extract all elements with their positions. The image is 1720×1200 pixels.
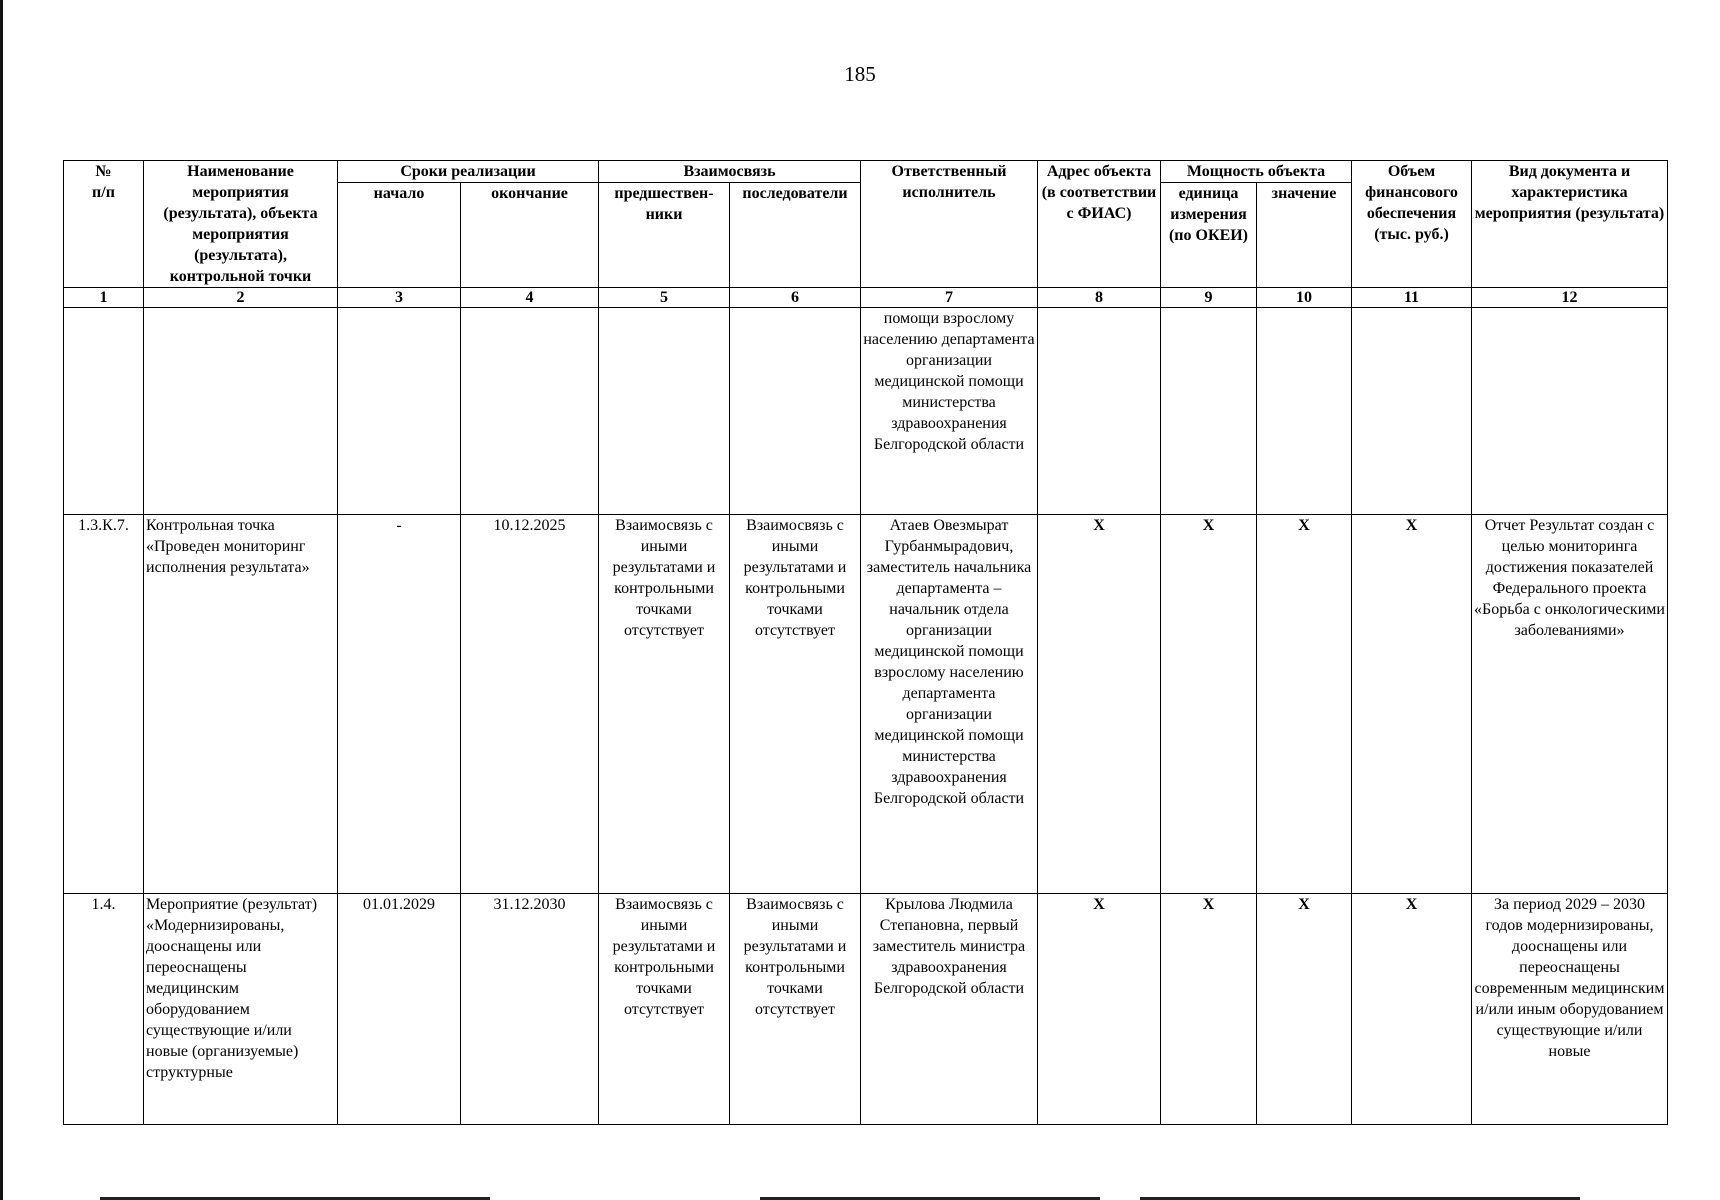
- cell-start: 01.01.2029: [338, 894, 461, 1125]
- column-number: 11: [1352, 288, 1472, 308]
- header-row-main: [64, 161, 1668, 183]
- header-terms-group: Сроки реализации: [338, 161, 599, 183]
- header-unit: единица измерения (по ОКЕИ): [1161, 183, 1257, 288]
- cell-unit: [1161, 308, 1257, 515]
- cell-successors: Взаимосвязь с иными результатами и контрольными точками отсутствует: [730, 894, 861, 1125]
- cell-finance: [1352, 308, 1472, 515]
- column-number: 7: [861, 288, 1038, 308]
- column-number: 9: [1161, 288, 1257, 308]
- header-row-numbers: [64, 288, 1668, 308]
- header-finance: Объем финансового обеспечения (тыс. руб.): [1352, 161, 1472, 288]
- header-end: окончание: [461, 183, 599, 288]
- cell-responsible: Атаев Овезмырат Гурбанмырадович, заместитель начальника департамента – начальник отдела организации медицинской помощи взрослому населению департамента организации медицинской помощи министерства здравоохранения Белгородской области: [861, 515, 1038, 894]
- header-document: Вид документа и характеристика мероприятия (результата): [1472, 161, 1668, 288]
- header-predecessors: предшествен- ники: [599, 183, 730, 288]
- table-row: [64, 308, 1668, 515]
- cell-name: Мероприятие (результат) «Модернизированы, дооснащены или переоснащены медицинским оборудованием существующие и/или новые (организуемые) структурные: [144, 894, 338, 1125]
- header-responsible: Ответственный исполнитель: [861, 161, 1038, 288]
- cell-unit: Х: [1161, 515, 1257, 894]
- column-number: 12: [1472, 288, 1668, 308]
- plan-table: [63, 160, 1668, 1125]
- cell-value: [1257, 308, 1352, 515]
- cell-num: 1.3.К.7.: [64, 515, 144, 894]
- column-number: 8: [1038, 288, 1161, 308]
- cell-end: [461, 308, 599, 515]
- cell-num: [64, 308, 144, 515]
- cell-start: -: [338, 515, 461, 894]
- cell-finance: Х: [1352, 515, 1472, 894]
- column-number: 5: [599, 288, 730, 308]
- cell-address: Х: [1038, 894, 1161, 1125]
- scan-left-edge: [0, 0, 3, 1200]
- column-number: 10: [1257, 288, 1352, 308]
- cell-finance: Х: [1352, 894, 1472, 1125]
- header-start: начало: [338, 183, 461, 288]
- cell-unit: Х: [1161, 894, 1257, 1125]
- column-number: 4: [461, 288, 599, 308]
- column-number: 6: [730, 288, 861, 308]
- cell-responsible: Крылова Людмила Степановна, первый заместитель министра здравоохранения Белгородской области: [861, 894, 1038, 1125]
- header-address: Адрес объекта (в соответствии с ФИАС): [1038, 161, 1161, 288]
- page-number: 185: [844, 62, 876, 86]
- header-link-group: Взаимосвязь: [599, 161, 861, 183]
- header-value: значение: [1257, 183, 1352, 288]
- cell-predecessors: [599, 308, 730, 515]
- cell-num: 1.4.: [64, 894, 144, 1125]
- cell-responsible: помощи взрослому населению департамента организации медицинской помощи министерства здравоохранения Белгородской области: [861, 308, 1038, 515]
- column-number: 1: [64, 288, 144, 308]
- cell-successors: [730, 308, 861, 515]
- cell-predecessors: Взаимосвязь с иными результатами и контрольными точками отсутствует: [599, 515, 730, 894]
- header-capacity-group: Мощность объекта: [1161, 161, 1352, 183]
- cell-successors: Взаимосвязь с иными результатами и контрольными точками отсутствует: [730, 515, 861, 894]
- column-number: 2: [144, 288, 338, 308]
- cell-document: Отчет Результат создан с целью мониторинга достижения показателей Федерального проекта «Борьба с онкологическими заболеваниями»: [1472, 515, 1668, 894]
- cell-end: 31.12.2030: [461, 894, 599, 1125]
- table-row: [64, 515, 1668, 894]
- cell-name: [144, 308, 338, 515]
- cell-document: За период 2029 – 2030 годов модернизированы, дооснащены или переоснащены современным медицинским и/или иным оборудованием существующие и/или новые: [1472, 894, 1668, 1125]
- table-row: [64, 894, 1668, 1125]
- header-name: Наименование мероприятия (результата), объекта мероприятия (результата), контрольной точки: [144, 161, 338, 288]
- cell-address: Х: [1038, 515, 1161, 894]
- column-number: 3: [338, 288, 461, 308]
- cell-predecessors: Взаимосвязь с иными результатами и контрольными точками отсутствует: [599, 894, 730, 1125]
- cell-value: Х: [1257, 515, 1352, 894]
- cell-address: [1038, 308, 1161, 515]
- header-successors: последователи: [730, 183, 861, 288]
- header-num: № п/п: [64, 161, 144, 288]
- cell-document: [1472, 308, 1668, 515]
- cell-name: Контрольная точка «Проведен мониторинг исполнения результата»: [144, 515, 338, 894]
- cell-value: Х: [1257, 894, 1352, 1125]
- cell-start: [338, 308, 461, 515]
- cell-end: 10.12.2025: [461, 515, 599, 894]
